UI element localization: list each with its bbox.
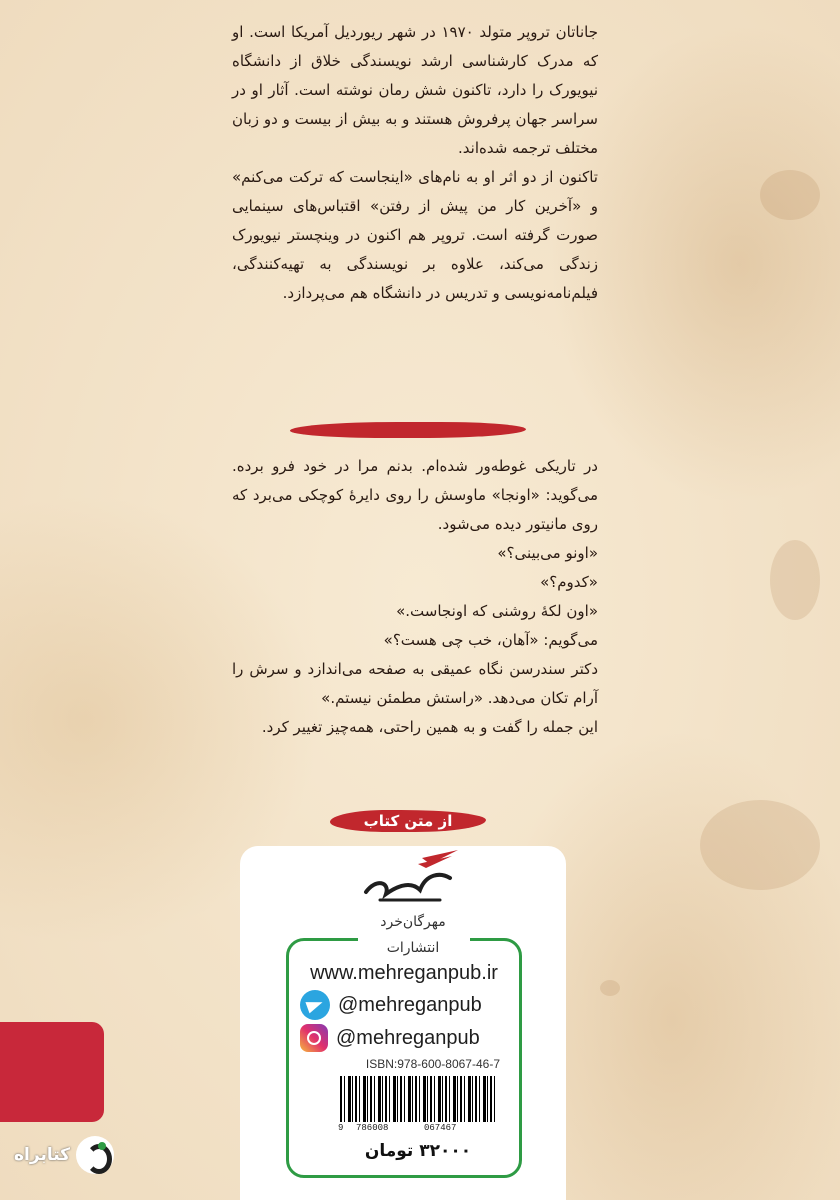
excerpt-line: «اون لکهٔ روشنی که اونجاست.»: [396, 602, 598, 620]
publisher-subtitle: انتشارات: [386, 940, 440, 956]
publisher-logo-icon: [360, 848, 464, 912]
instagram-row[interactable]: [300, 1024, 480, 1052]
publisher-website[interactable]: www.mehreganpub.ir: [310, 962, 498, 984]
telegram-row[interactable]: [300, 990, 482, 1020]
brush-divider: [290, 422, 526, 438]
paper-stain: [700, 800, 820, 890]
bio-paragraph-2: تاکنون از دو اثر او به نام‌های «اینجاست که ترکت می‌کنم» و «آخرین کار من پیش از رفتن» اقتباس‌های سینمایی صورت گرفته است. تروپر هم اکنون در وینچستر نیویورک زندگی می‌کند، علاوه بر نویسندگی به تهیه‌کنندگی، فیلم‌نامه‌نویسی و تدریس در دانشگاه هم می‌پردازد.: [232, 168, 598, 302]
isbn-text: ISBN:978-600-8067-46-7: [365, 1057, 500, 1071]
book-excerpt: [232, 452, 598, 742]
barcode-digit: 786008: [356, 1123, 389, 1133]
ketabrah-watermark: [14, 1136, 114, 1174]
excerpt-line: در تاریکی غوطه‌ور شده‌ام. بدنم مرا در خود فرو برده. می‌گوید: «اونجا» ماوسش را روی دایرهٔ کوچکی می‌برد که روی مانیتور دیده می‌شود.: [232, 457, 598, 533]
barcode: [340, 1076, 496, 1122]
paper-stain: [600, 980, 620, 996]
red-side-tab: [0, 1022, 104, 1122]
instagram-handle: @mehreganpub: [336, 1026, 480, 1049]
excerpt-line: «اونو می‌بینی؟»: [497, 544, 598, 562]
paper-stain: [770, 540, 820, 620]
bio-paragraph-1: جاناتان تروپر متولد ۱۹۷۰ در شهر ریوردیل آمریکا است. او که مدرک کارشناسی ارشد نویسندگی خلاق از دانشگاه نیویورک را دارد، تاکنون شش رمان نوشته است. آثار او در سراسر جهان پرفروش هستند و به بیش از بیست و دو زبان مختلف ترجمه شده‌اند.: [232, 23, 598, 157]
ketabrah-logo-icon: [76, 1136, 114, 1174]
telegram-icon: [300, 990, 330, 1020]
instagram-icon: [300, 1024, 328, 1052]
excerpt-label: از متن کتاب: [330, 810, 486, 832]
telegram-handle: @mehreganpub: [338, 993, 482, 1016]
watermark-text: کتابراه: [14, 1145, 71, 1165]
price-label: ۳۲۰۰۰ تومان: [364, 1141, 472, 1161]
excerpt-line: دکتر سندرسن نگاه عمیقی به صفحه می‌اندازد و سرش را آرام تکان می‌دهد. «راستش مطمئن نیستم.»: [232, 660, 598, 707]
publisher-name: مهرگان‌خرد: [380, 914, 446, 930]
excerpt-line: این جمله را گفت و به همین راحتی، همه‌چیز تغییر کرد.: [261, 718, 598, 736]
barcode-digit: 9: [338, 1123, 344, 1133]
author-bio: [232, 18, 598, 308]
paper-stain: [760, 170, 820, 220]
excerpt-line: «کدوم؟»: [540, 573, 598, 591]
barcode-digit: 067467: [424, 1123, 457, 1133]
excerpt-line: می‌گویم: «آهان، خب چی هست؟»: [383, 631, 598, 649]
